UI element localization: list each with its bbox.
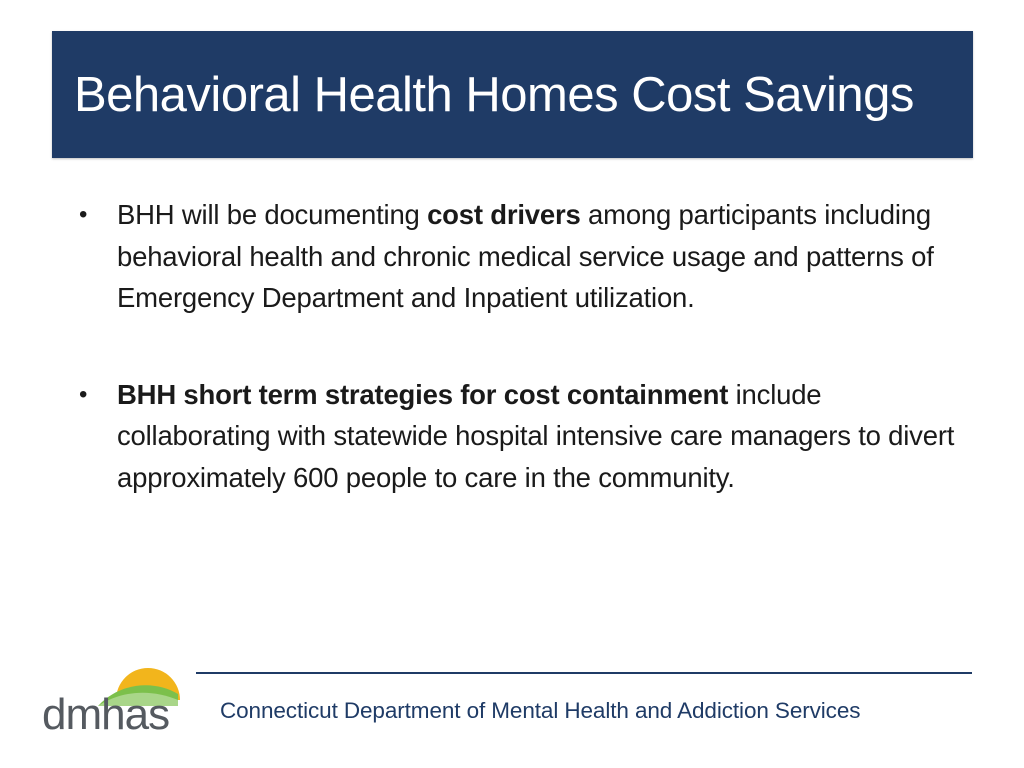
bullet-text-post: include collaborating with statewide hospital intensive care managers to divert approximately 600 people to care in the community. xyxy=(117,378,955,493)
bullet-item-cost-drivers xyxy=(79,194,979,319)
bullet-item-strategies xyxy=(79,374,979,499)
bullet-text-bold: BHH short term strategies for cost containment xyxy=(117,378,729,410)
bullet-icon: • xyxy=(79,380,88,408)
bullet-text-bold: cost drivers xyxy=(427,199,581,230)
bullet-text-pre: BHH will be documenting xyxy=(117,199,428,230)
bullet-icon: • xyxy=(79,201,88,228)
slide-title: Behavioral Health Homes Cost Savings xyxy=(74,68,914,122)
logo-text: dmhas xyxy=(42,690,170,739)
dmhas-logo xyxy=(40,656,180,740)
bullet-list xyxy=(79,194,979,498)
bullet-text-post: among participants including behavioral health and chronic medical service usage and patterns of Emergency Department and Inpatient utilization. xyxy=(117,199,934,313)
footer-divider xyxy=(196,672,972,674)
title-banner xyxy=(52,31,973,158)
footer-organization: Connecticut Department of Mental Health and Addiction Services xyxy=(220,698,861,723)
